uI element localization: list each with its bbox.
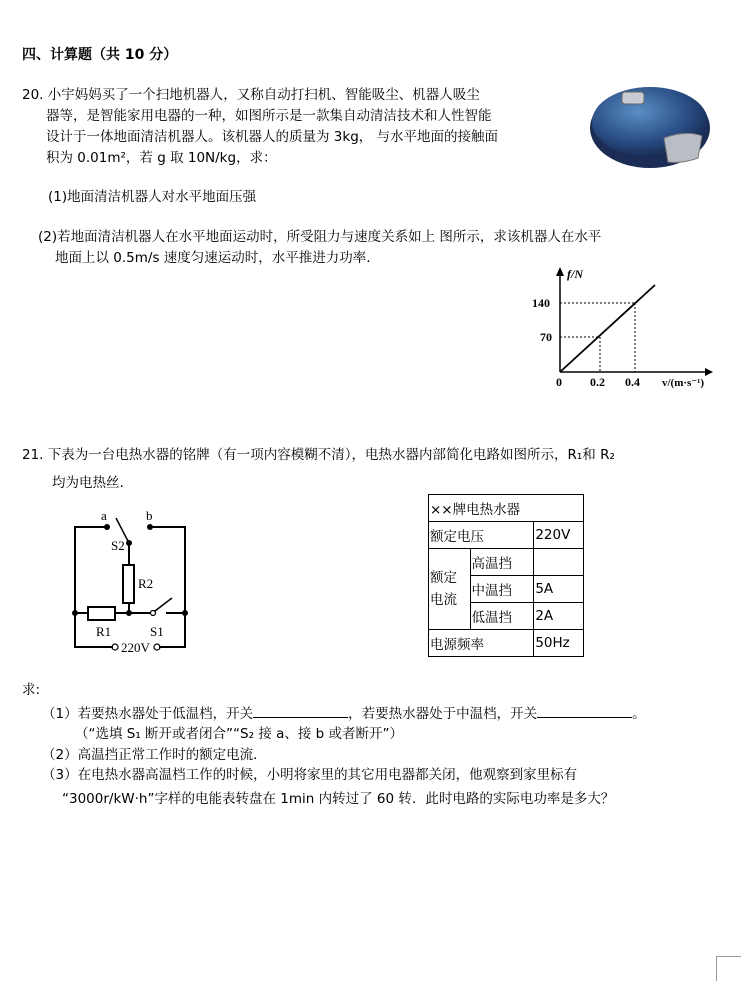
q21-part2: （2）高温挡正常工作时的额定电流. [42,747,258,763]
high-value [534,549,584,576]
y-axis-label: f/N [567,267,583,281]
q20-part2: (2)若地面清洁机器人在水平地面运动时，所受阻力与速度关系如上 图所示，求该机器人在水平 [38,229,602,245]
q20-line: 器等，是智能家用电器的一种，如图所示是一款集自动清洁技术和人性智能 [46,108,492,124]
switch-s2 [116,518,129,543]
mid-value: 5A [534,576,584,603]
high-label: 高温挡 [470,549,534,576]
y-tick-140: 140 [532,296,550,310]
x-tick-04: 0.4 [625,375,640,389]
part1-text-c: 。 [632,706,646,722]
q20-line: 20. 小宇妈妈买了一个扫地机器人，又称自动打扫机、智能吸尘、机器人吸尘 [22,87,480,103]
answer-blank-low[interactable] [253,703,348,718]
freq-value: 50Hz [534,630,584,657]
q20-line: 积为 0.01m²，若 g 取 10N/kg，求： [46,150,277,166]
part1-text-a: （1）若要热水器处于低温档，开关 [42,706,254,722]
page-corner-mark [716,956,741,981]
y-axis-arrow-icon [556,267,564,276]
q20-part1: (1)地面清洁机器人对水平地面压强 [48,189,257,205]
nameplate-title: ××牌电热水器 [429,495,584,522]
voltage-value: 220V [534,522,584,549]
q21-line: 均为电热丝. [52,475,124,491]
voltage-label: 额定电压 [429,522,534,549]
q20-part2-cont: 地面上以 0.5m/s 速度匀速运动时，水平推进力功率. [55,250,371,266]
r1-label: R1 [96,624,112,639]
x-tick-02: 0.2 [590,375,605,389]
s1-label: S1 [150,624,164,639]
mid-label: 中温挡 [470,576,534,603]
answer-blank-mid[interactable] [537,703,632,718]
terminal-a-label: a [101,508,107,523]
low-value: 2A [534,603,584,630]
current-label: 额定电流 [429,549,471,630]
switch-s1 [155,598,172,611]
q21-part3-cont: “3000r/kW·h”字样的电能表转盘在 1min 内转过了 60 转．此时电路的实际电功率是多大？ [62,791,615,807]
q20-line: 设计于一体地面清洁机器人。该机器人的质量为 3kg， 与水平地面的接触面 [46,129,499,145]
q21-part3: （3）在电热水器高温档工作的时候，小明将家里的其它用电器都关闭，他观察到家里标有 [42,767,578,783]
q21-line: 21. 下表为一台电热水器的铭牌（有一项内容模糊不清），电热水器内部简化电路如图所示，R₁和 R₂ [22,447,615,463]
resistor-r2 [123,565,134,603]
nameplate-table [428,494,584,657]
terminal-b-label: b [146,508,153,523]
section-heading: 四、计算题（共 10 分） [22,47,178,63]
x-axis-label: v/(m·s⁻¹) [662,377,705,389]
y-tick-70: 70 [540,330,552,344]
ask-label: 求: [22,682,41,698]
origin-label: 0 [556,375,562,389]
q21-part1 [42,703,646,724]
r2-label: R2 [138,576,154,591]
friction-velocity-graph [530,262,740,392]
s2-label: S2 [111,538,125,553]
low-label: 低温挡 [470,603,534,630]
voltage-label: 220V [121,640,150,655]
robot-vacuum-image [586,80,716,170]
freq-label: 电源频率 [429,630,534,657]
resistor-r1 [88,607,115,620]
part1-note: （“选填 S₁ 断开或者闭合”“S₂ 接 a、接 b 或者断开”） [75,726,404,742]
data-line [560,285,655,372]
part1-text-b: ，若要热水器处于中温档，开关 [348,706,538,722]
x-axis-arrow-icon [705,368,713,376]
